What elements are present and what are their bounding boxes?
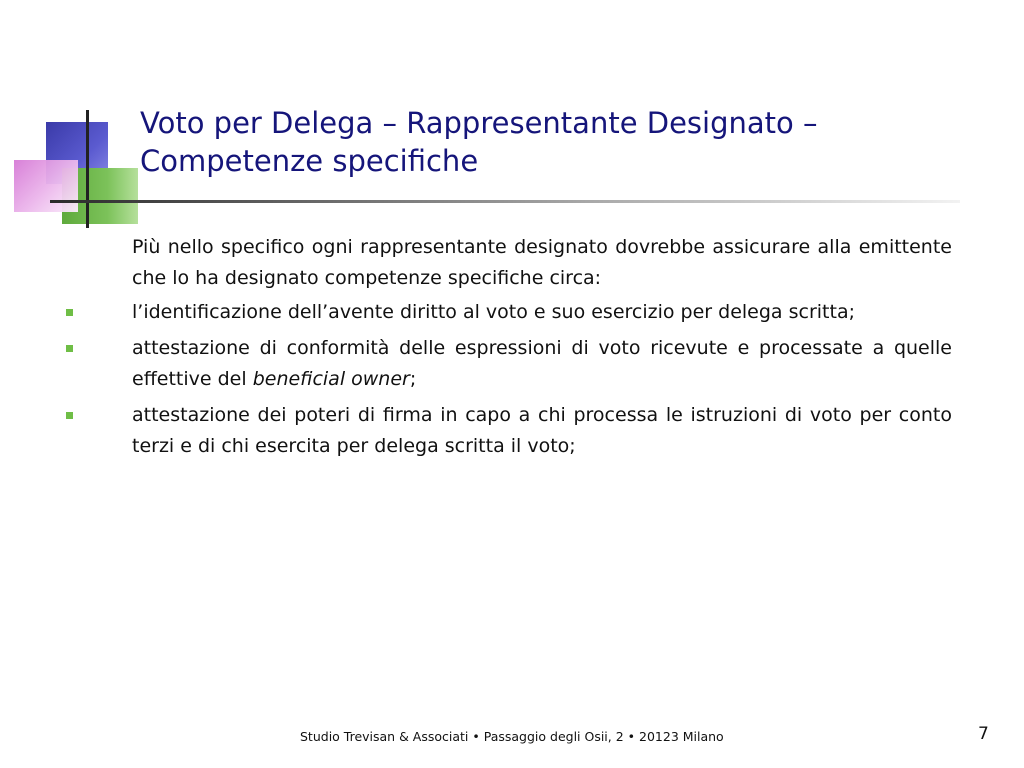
slide-title xyxy=(140,104,980,180)
logo-vertical-line xyxy=(86,110,89,228)
bullet-text: attestazione dei poteri di firma in capo a chi processa le istruzioni di voto per conto terzi e di chi esercita per delega scritta il voto; xyxy=(132,404,952,457)
bullet-item xyxy=(132,297,952,328)
page-number: 7 xyxy=(978,724,989,744)
bullet-item xyxy=(132,400,952,462)
square-bullet-icon xyxy=(66,309,73,316)
slide-body xyxy=(132,232,952,467)
title-line-2: Competenze specifiche xyxy=(140,144,479,178)
bullet-text-end: ; xyxy=(409,368,417,390)
footer-text: Studio Trevisan & Associati • Passaggio degli Osii, 2 • 20123 Milano xyxy=(300,729,724,744)
intro-paragraph: Più nello specifico ogni rappresentante designato dovrebbe assicurare alla emittente che lo ha designato competenze specifiche circa: xyxy=(132,236,952,289)
bullet-text: attestazione di conformità delle espressioni di voto ricevute e processate a quelle effettive del xyxy=(132,337,952,390)
bullet-item xyxy=(132,333,952,395)
bullet-text-emphasis: beneficial owner xyxy=(252,368,410,390)
logo-pink-square xyxy=(14,160,78,212)
title-line-1: Voto per Delega – Rappresentante Designato – xyxy=(140,106,818,140)
bullet-text: l’identificazione dell’avente diritto al voto e suo esercizio per delega scritta; xyxy=(132,301,855,323)
square-bullet-icon xyxy=(66,345,73,352)
title-divider-line xyxy=(50,200,960,203)
square-bullet-icon xyxy=(66,412,73,419)
